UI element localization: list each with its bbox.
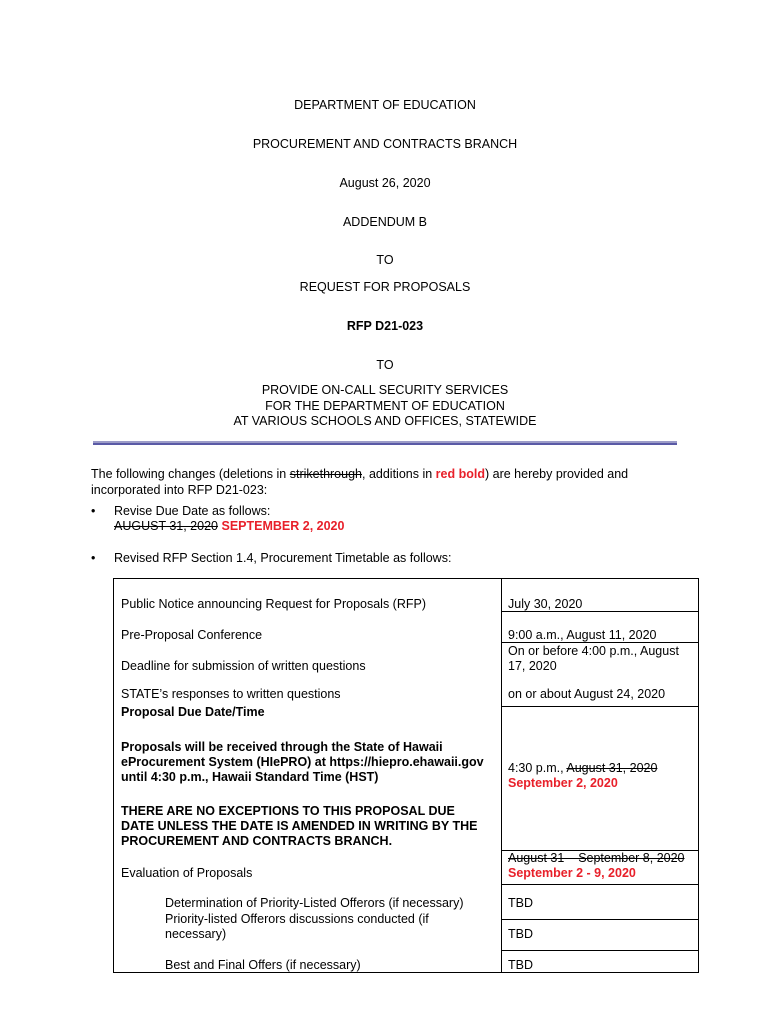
no-exceptions-line-3: PROCUREMENT AND CONTRACTS BRANCH. — [121, 834, 393, 848]
rfp-title: REQUEST FOR PROPOSALS — [299, 280, 471, 294]
to-label-1: TO — [376, 253, 394, 267]
to-label-2: TO — [376, 358, 394, 372]
date-best-final-offers: TBD — [508, 958, 533, 972]
intro-paragraph — [91, 466, 691, 498]
proposal-due-line-1: Proposals will be received through the State of Hawaii — [121, 740, 443, 754]
purpose-line-1: PROVIDE ON-CALL SECURITY SERVICES — [261, 383, 509, 397]
branch-name: PROCUREMENT AND CONTRACTS BRANCH — [252, 137, 518, 151]
old-due-date: AUGUST 31, 2020 — [114, 519, 218, 533]
row-divider — [501, 706, 699, 707]
procurement-timetable — [113, 578, 699, 973]
date-priority-determination: TBD — [508, 896, 533, 910]
rfp-number: RFP D21-023 — [346, 319, 424, 333]
event-priority-discussions — [165, 912, 429, 942]
event-evaluation: Evaluation of Proposals — [121, 866, 253, 880]
intro-line-2: incorporated into RFP D21-023: — [91, 483, 268, 497]
proposal-due-line-3: until 4:30 p.m., Hawaii Standard Time (HST) — [121, 770, 379, 784]
date-questions-deadline-line-1: On or before 4:00 p.m., August — [508, 644, 679, 658]
proposal-due-line-2: eProcurement System (HIePRO) at https://hiepro.ehawaii.gov — [121, 755, 484, 769]
new-due-date: SEPTEMBER 2, 2020 — [221, 519, 345, 533]
bullet-2-icon: • — [91, 551, 96, 565]
bullet-1-change — [114, 519, 344, 534]
date-public-notice: July 30, 2020 — [508, 597, 583, 611]
date-proposal-due-new: September 2, 2020 — [508, 776, 618, 790]
intro-red-word: red bold — [435, 467, 485, 481]
date-pre-proposal: 9:00 a.m., August 11, 2020 — [508, 628, 657, 642]
date-state-responses: on or about August 24, 2020 — [508, 687, 666, 701]
addendum-label: ADDENDUM B — [342, 215, 428, 229]
intro-part-1: The following changes (deletions in — [91, 467, 290, 481]
no-exceptions-notice — [121, 804, 478, 849]
bullet-2-title: Revised RFP Section 1.4, Procurement Timetable as follows: — [114, 551, 452, 565]
date-proposal-due-prefix: 4:30 p.m., — [508, 761, 567, 775]
header-divider — [93, 441, 677, 445]
date-evaluation — [508, 851, 685, 881]
row-divider — [501, 884, 699, 885]
event-questions-deadline: Deadline for submission of written questions — [121, 659, 366, 673]
date-proposal-due-old: August 31, 2020 — [566, 761, 658, 775]
row-divider — [501, 919, 699, 920]
date-evaluation-new: September 2 - 9, 2020 — [508, 866, 636, 880]
date-priority-discussions: TBD — [508, 927, 533, 941]
date-questions-deadline-line-2: 17, 2020 — [508, 659, 557, 673]
event-public-notice: Public Notice announcing Request for Proposals (RFP) — [121, 597, 427, 611]
intro-strike-word: strikethrough — [289, 467, 362, 481]
purpose-line-3: AT VARIOUS SCHOOLS AND OFFICES, STATEWIDE — [233, 414, 537, 428]
event-priority-discussions-line-1: Priority-listed Offerors discussions conducted (if — [165, 912, 429, 926]
event-priority-determination: Determination of Priority-Listed Offerors (if necessary) — [165, 896, 464, 910]
event-pre-proposal: Pre-Proposal Conference — [121, 628, 263, 642]
event-best-final-offers: Best and Final Offers (if necessary) — [165, 958, 361, 972]
no-exceptions-line-2: DATE UNLESS THE DATE IS AMENDED IN WRITING BY THE — [121, 819, 478, 833]
proposal-due-details — [121, 740, 484, 785]
no-exceptions-line-1: THERE ARE NO EXCEPTIONS TO THIS PROPOSAL DUE — [121, 804, 455, 818]
intro-part-2: , additions in — [362, 467, 436, 481]
document-date: August 26, 2020 — [339, 176, 431, 190]
department-name: DEPARTMENT OF EDUCATION — [294, 98, 476, 112]
date-proposal-due — [508, 761, 657, 791]
proposal-due-title: Proposal Due Date/Time — [121, 705, 265, 719]
event-priority-discussions-line-2: necessary) — [165, 927, 227, 941]
event-state-responses: STATE’s responses to written questions — [121, 687, 341, 701]
bullet-1-icon: • — [91, 504, 96, 518]
purpose-line-2: FOR THE DEPARTMENT OF EDUCATION — [265, 399, 505, 413]
date-evaluation-old: August 31 – September 8, 2020 — [508, 851, 685, 865]
bullet-1-title: Revise Due Date as follows: — [114, 504, 271, 518]
intro-part-3: ) are hereby provided and — [484, 467, 629, 481]
column-divider — [501, 579, 502, 972]
row-divider — [501, 950, 699, 951]
date-questions-deadline — [508, 644, 679, 674]
